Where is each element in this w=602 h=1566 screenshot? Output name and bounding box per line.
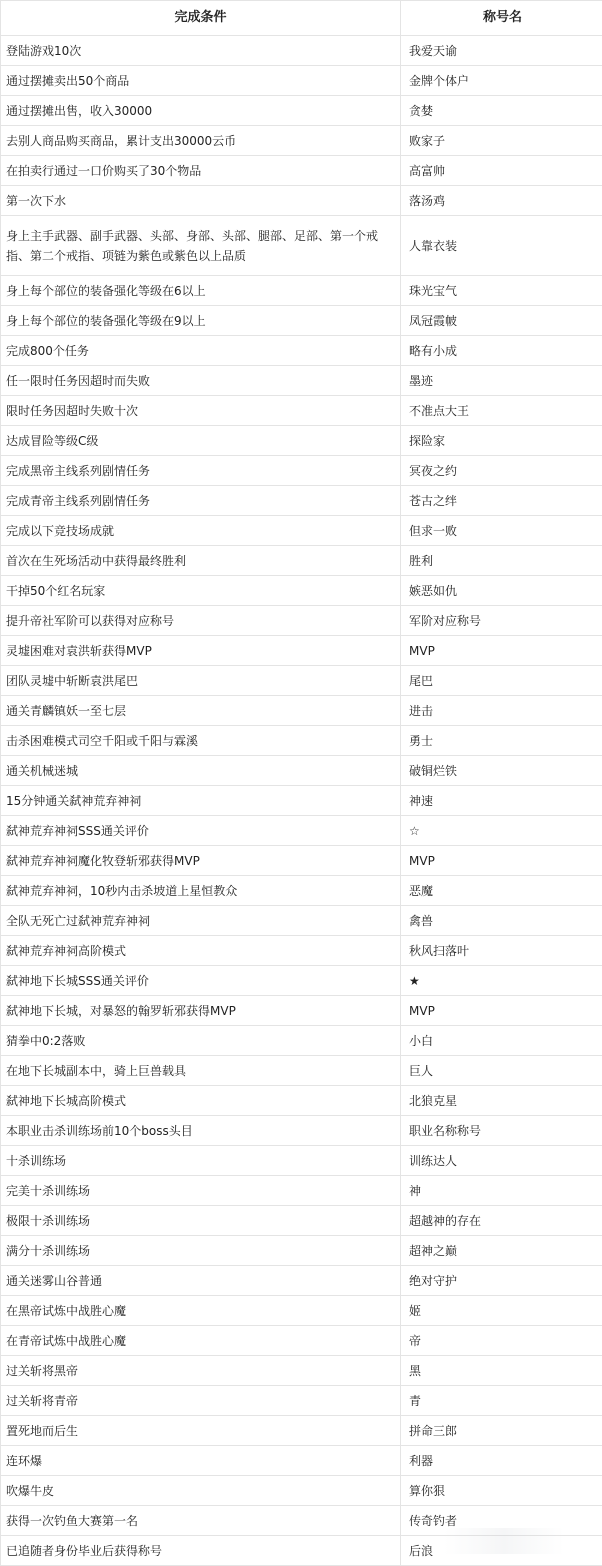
table-row [1,1476,602,1506]
title-cell: 嫉恶如仇 [401,576,602,606]
title-cell: 尾巴 [401,666,602,696]
title-cell: 神 [401,1176,602,1206]
title-cell: 落汤鸡 [401,186,602,216]
table-row [1,276,602,306]
title-cell: 禽兽 [401,906,602,936]
title-cell: 军阶对应称号 [401,606,602,636]
condition-cell: 弑神地下长城SSS通关评价 [1,966,401,996]
condition-cell: 弑神荒弃神祠SSS通关评价 [1,816,401,846]
condition-cell: 过关斩将黑帝 [1,1356,401,1386]
title-cell: 绝对守护 [401,1266,602,1296]
table-row [1,966,602,996]
table-row [1,786,602,816]
condition-cell: 获得一次钓鱼大赛第一名 [1,1506,401,1536]
title-cell: 探险家 [401,426,602,456]
condition-cell: 15分钟通关弑神荒弃神祠 [1,786,401,816]
condition-cell: 任一限时任务因超时而失败 [1,366,401,396]
title-cell: 算你狠 [401,1476,602,1506]
table-row [1,1116,602,1146]
title-cell: 进击 [401,696,602,726]
condition-cell: 过关斩将青帝 [1,1386,401,1416]
table-row [1,726,602,756]
table-row [1,1026,602,1056]
title-cell: 恶魔 [401,876,602,906]
title-cell: 拼命三郎 [401,1416,602,1446]
table-row [1,996,602,1026]
condition-cell: 身上每个部位的装备强化等级在6以上 [1,276,401,306]
condition-cell: 本职业击杀训练场前10个boss头目 [1,1116,401,1146]
condition-cell: 全队无死亡过弑神荒弃神祠 [1,906,401,936]
table-row [1,66,602,96]
table-row [1,936,602,966]
title-cell: 贪婪 [401,96,602,126]
condition-cell: 击杀困难模式司空千阳或千阳与霖溪 [1,726,401,756]
title-cell: MVP [401,996,602,1026]
table-row [1,1146,602,1176]
table-header-row [1,1,602,36]
title-cell: 姬 [401,1296,602,1326]
condition-cell: 完美十杀训练场 [1,1176,401,1206]
condition-cell: 通过摆摊出售，收入30000 [1,96,401,126]
title-cell: 超越神的存在 [401,1206,602,1236]
table-row [1,756,602,786]
title-cell: 帝 [401,1326,602,1356]
title-cell: 北狼克星 [401,1086,602,1116]
table-row [1,636,602,666]
title-cell: 传奇钓者 [401,1506,602,1536]
title-cell: 巨人 [401,1056,602,1086]
title-cell: 败家子 [401,126,602,156]
table-row [1,96,602,126]
title-cell: 苍古之绊 [401,486,602,516]
title-cell: 高富帅 [401,156,602,186]
condition-cell: 通关迷雾山谷普通 [1,1266,401,1296]
condition-column-header: 完成条件 [1,1,401,36]
table-row [1,1446,602,1476]
condition-cell: 身上主手武器、副手武器、头部、身部、头部、腿部、足部、第一个戒指、第二个戒指、项链为紫色或紫色以上品质 [1,216,401,276]
table-row [1,216,602,276]
title-cell: 金牌个体户 [401,66,602,96]
title-cell: MVP [401,846,602,876]
table-row [1,1236,602,1266]
table-row [1,1296,602,1326]
condition-cell: 猜拳中0:2落败 [1,1026,401,1056]
condition-cell: 登陆游戏10次 [1,36,401,66]
title-cell: 但求一败 [401,516,602,546]
condition-cell: 弑神荒弃神祠魔化牧登斩邪获得MVP [1,846,401,876]
table-row [1,126,602,156]
condition-cell: 去别人商品购买商品，累计支出30000云币 [1,126,401,156]
condition-cell: 十杀训练场 [1,1146,401,1176]
table-row [1,1266,602,1296]
table-row [1,1416,602,1446]
title-cell: 后浪 [401,1536,602,1566]
condition-cell: 满分十杀训练场 [1,1236,401,1266]
title-cell: 墨迹 [401,366,602,396]
condition-cell: 连环爆 [1,1446,401,1476]
table-body [1,36,602,1566]
condition-cell: 完成以下竞技场成就 [1,516,401,546]
condition-cell: 完成800个任务 [1,336,401,366]
table-row [1,1056,602,1086]
condition-cell: 弑神地下长城，对暴怒的翰罗斩邪获得MVP [1,996,401,1026]
table-row [1,156,602,186]
table-row [1,306,602,336]
title-cell: 黑 [401,1356,602,1386]
table-row [1,1326,602,1356]
condition-cell: 置死地而后生 [1,1416,401,1446]
title-cell: 人靠衣装 [401,216,602,276]
title-cell: 破铜烂铁 [401,756,602,786]
condition-cell: 首次在生死场活动中获得最终胜利 [1,546,401,576]
watermark [444,1528,564,1554]
condition-cell: 弑神荒弃神祠高阶模式 [1,936,401,966]
table-row [1,366,602,396]
condition-cell: 第一次下水 [1,186,401,216]
table-row [1,456,602,486]
table-row [1,876,602,906]
table-row [1,486,602,516]
condition-cell: 在拍卖行通过一口价购买了30个物品 [1,156,401,186]
title-cell: 超神之巅 [401,1236,602,1266]
title-cell: 神速 [401,786,602,816]
condition-cell: 限时任务因超时失败十次 [1,396,401,426]
table-row [1,696,602,726]
condition-cell: 通过摆摊卖出50个商品 [1,66,401,96]
title-cell: 略有小成 [401,336,602,366]
title-cell: 不准点大王 [401,396,602,426]
title-cell: 我爱天谕 [401,36,602,66]
title-cell: 珠光宝气 [401,276,602,306]
title-cell: ☆ [401,816,602,846]
table-row [1,1356,602,1386]
table-row [1,816,602,846]
condition-cell: 完成黑帝主线系列剧情任务 [1,456,401,486]
table-row [1,1086,602,1116]
condition-cell: 弑神荒弃神祠，10秒内击杀坡道上星恒教众 [1,876,401,906]
condition-cell: 通关机械迷城 [1,756,401,786]
table-row [1,576,602,606]
condition-cell: 通关青麟镇妖一至七层 [1,696,401,726]
condition-cell: 吹爆牛皮 [1,1476,401,1506]
table-row [1,906,602,936]
condition-cell: 达成冒险等级C级 [1,426,401,456]
title-cell: 凤冠霞帔 [401,306,602,336]
title-cell: ★ [401,966,602,996]
title-cell: 勇士 [401,726,602,756]
condition-cell: 在地下长城副本中，骑上巨兽载具 [1,1056,401,1086]
condition-cell: 在黑帝试炼中战胜心魔 [1,1296,401,1326]
table-row [1,1386,602,1416]
condition-cell: 弑神地下长城高阶模式 [1,1086,401,1116]
condition-cell: 已追随者身份毕业后获得称号 [1,1536,401,1566]
title-cell: 青 [401,1386,602,1416]
table-row [1,546,602,576]
table-row [1,336,602,366]
table-row [1,1176,602,1206]
table-row [1,846,602,876]
table-row [1,426,602,456]
table-row [1,666,602,696]
table-row [1,396,602,426]
title-cell: 冥夜之约 [401,456,602,486]
condition-cell: 团队灵墟中斩断袁洪尾巴 [1,666,401,696]
title-column-header: 称号名 [401,1,602,36]
condition-cell: 在青帝试炼中战胜心魔 [1,1326,401,1356]
condition-cell: 灵墟困难对袁洪斩获得MVP [1,636,401,666]
title-cell: MVP [401,636,602,666]
table-row [1,1206,602,1236]
condition-cell: 完成青帝主线系列剧情任务 [1,486,401,516]
table-row [1,36,602,66]
title-cell: 小白 [401,1026,602,1056]
title-cell: 利器 [401,1446,602,1476]
condition-cell: 极限十杀训练场 [1,1206,401,1236]
condition-cell: 干掉50个红名玩家 [1,576,401,606]
table-row [1,186,602,216]
title-cell: 胜利 [401,546,602,576]
condition-cell: 身上每个部位的装备强化等级在9以上 [1,306,401,336]
condition-cell: 提升帝社军阶可以获得对应称号 [1,606,401,636]
table-row [1,516,602,546]
title-cell: 秋风扫落叶 [401,936,602,966]
title-cell: 职业名称称号 [401,1116,602,1146]
title-cell: 训练达人 [401,1146,602,1176]
table-row [1,606,602,636]
